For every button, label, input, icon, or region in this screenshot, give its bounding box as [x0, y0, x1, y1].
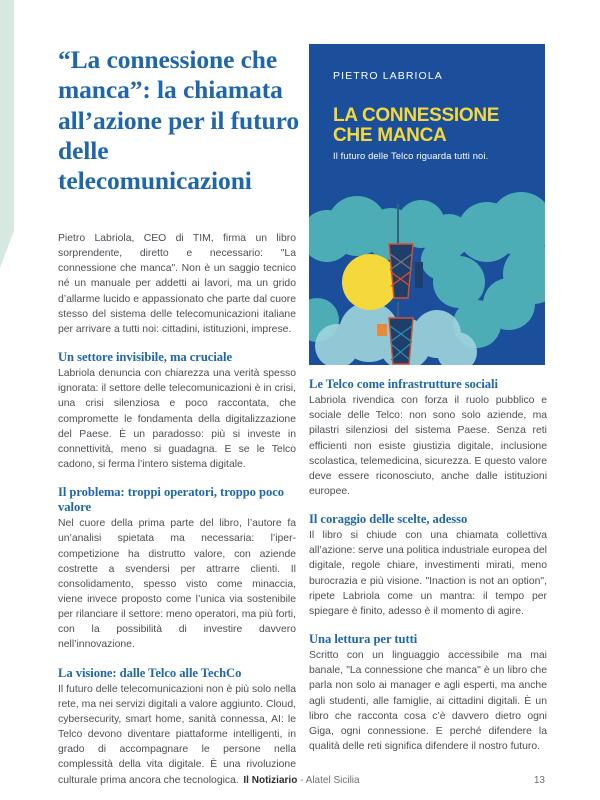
page-footer: [58, 775, 545, 791]
section-body-lettura-per-tutti: Scritto con un linguaggio accessibile ma mai banale, "La connessione che manca" è un libro che parla non solo ai manager e agli esperti, ma anche agli studenti, alle famiglie, ai cittadini digitali. È un libro che racconta cosa c’è davvero dietro ogni Giga, ogni connessione. E perché difendere la qualità delle reti significa difendere il nostro futuro.: [309, 650, 547, 752]
section-body-settore-invisibile: Labriola denuncia con chiarezza una verità spesso ignorata: il settore delle telecomunicazioni è in crisi, una crisi silenziosa e poco raccontata, che compromette le fondamenta della digitalizzazione del Paese. È un paradosso: più si investe in connettività, meno si guadagna. E se le Telco cadono, si ferma l’intero sistema digitale.: [58, 368, 296, 470]
book-cover-image: [309, 44, 545, 365]
section-heading-lettura-per-tutti: Una lettura per tutti: [309, 632, 418, 647]
article-left-column: [58, 231, 296, 788]
cover-subtitle: Il futuro delle Telco riguarda tutti noi.: [333, 151, 489, 161]
article-right-column: [309, 377, 547, 754]
decorative-mint-stripe: [0, 0, 14, 268]
footer-separator: -: [297, 775, 306, 786]
book-cover-artwork: [309, 174, 545, 365]
footer-edition: Alatel Sicilia: [305, 775, 360, 786]
section-heading-il-problema: Il problema: troppi operatori, troppo poco valore: [58, 485, 284, 515]
cover-title: LA CONNESSIONE CHE MANCA: [333, 105, 500, 147]
page-number: 13: [533, 775, 545, 786]
section-body-il-problema: Nel cuore della prima parte del libro, l’autore fa un’analisi spietata ma necessaria: l’iper-competizione ha distrutto valore, con aziende costrette a svendersi per attrarre clienti. Il consolidamento, spesso visto come minaccia, viene invece proposto come l’unica via sostenibile per rilanciare il settore: meno operatori, ma più forti, con la possibilità di investire davvero nell’innovazione.: [58, 518, 296, 651]
section-body-la-visione: Il futuro delle telecomunicazioni non è più solo nella rete, ma nei servizi digitali a valore aggiunto. Cloud, cybersecurity, smart home, sanità connessa, AI: le Telco devono diventare piattaforme intelligenti, in grado di accompagnare le persone nella complessità della vita digitale. È una rivoluzione culturale prima ancora che tecnologica.: [58, 683, 296, 786]
section-heading-coraggio-scelte: Il coraggio delle scelte, adesso: [309, 512, 468, 527]
section-heading-infrastrutture-sociali: Le Telco come infrastrutture sociali: [309, 377, 498, 391]
section-body-coraggio-scelte: Il libro si chiude con una chiamata collettiva all’azione: serve una politica industriale europea del digitale, regole chiare, investimenti mirati, meno burocrazia e più visione. "Inaction is not an option", ripete Labriola come un mantra: il tempo per spiegare è finito, adesso è il momento di agire.: [309, 530, 547, 617]
page-title: “La connessione che manca”: la chiamata all’azione per il futuro delle telecomunicazioni: [58, 45, 300, 196]
footer-publication-name: Il Notiziario: [243, 775, 298, 786]
section-body-infrastrutture-sociali: Labriola rivendica con forza il ruolo pubblico e sociale delle Telco: non sono solo aziende, ma pilastri silenziosi del sistema Paese. Senza reti efficienti non esiste giustizia digitale, inclusione scolastica, telemedicina, sicurezza. E questo valore deve essere riconosciuto, anche dalle istituzioni europee.: [309, 395, 547, 497]
section-heading-settore-invisibile: Un settore invisibile, ma cruciale: [58, 349, 233, 364]
intro-paragraph: Pietro Labriola, CEO di TIM, firma un libro sorprendente, diretto e necessario: "La connessione che manca". Non è un saggio tecnico né un manuale per addetti ai lavori, ma un grido d’allarme lucido e appassionato che parte dal cuore stesso del sistema delle telecomunicazioni italiane per arrivare a tutti noi: cittadini, istituzioni, imprese.: [58, 233, 296, 335]
section-heading-la-visione: La visione: dalle Telco alle TechCo: [58, 665, 242, 680]
cover-author-name: PIETRO LABRIOLA: [333, 70, 443, 82]
footer-publication-line: [58, 775, 545, 786]
